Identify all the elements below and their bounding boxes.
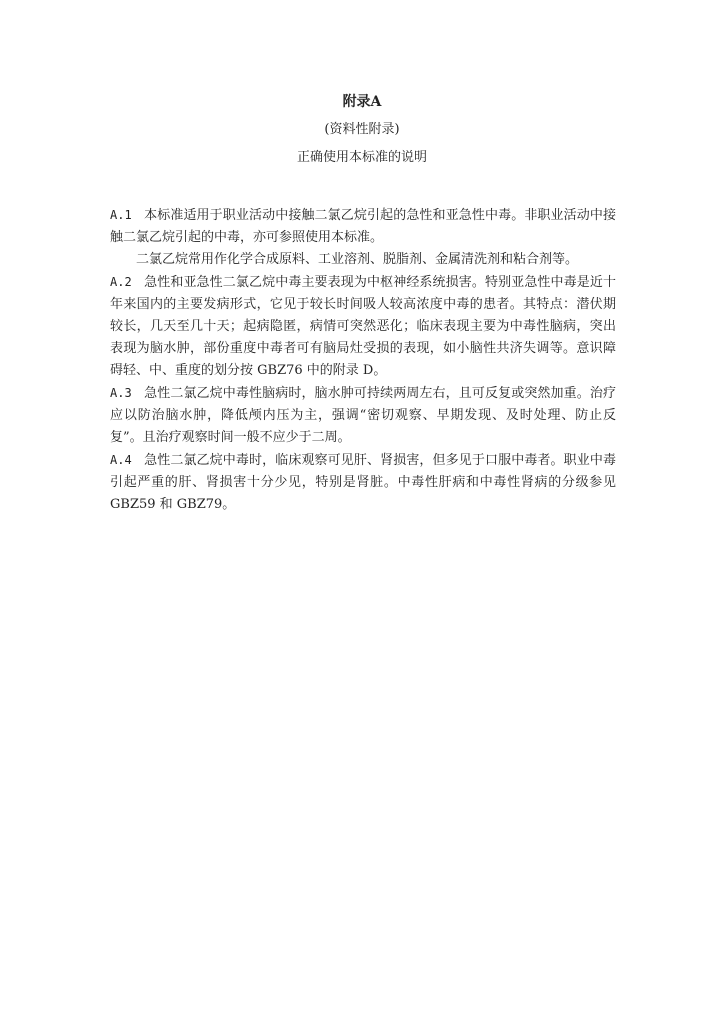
paragraph-text: 二氯乙烷常用作化学合成原料、工业溶剂、脱脂剂、金属清洗剂和粘合剂等。 [136, 252, 579, 267]
paragraph-a4 [110, 449, 616, 516]
paragraph-text: 急性和亚急性二氯乙烷中毒主要表现为中枢神经系统损害。特别亚急性中毒是近十年来国内的主要发病形式，它见于较长时间吸人较高浓度中毒的患者。其特点：潜伏期较长，几天至几十天；起病隐匿，病情可突然恶化；临床表现主要为中毒性脑病，突出表现为脑水肿，部份重度中毒者可有脑局灶受损的表现，如小脑性共济失调等。意识障碍轻、中、重度的划分按 GBZ76 中的附录 D。 [110, 275, 616, 378]
paragraph-number: A.4 [110, 453, 132, 467]
paragraph-a1 [110, 204, 616, 249]
paragraph-a3 [110, 382, 616, 449]
paragraph-a1-note [110, 249, 616, 271]
paragraph-text: 急性二氯乙烷中毒性脑病时，脑水肿可持续两周左右，且可反复或突然加重。治疗应以防治脑水肿，降低颅内压为主，强调“密切观察、早期发现、及时处理、防止反复”。且治疗观察时间一般不应少于二周。 [110, 386, 616, 445]
paragraph-number: A.3 [110, 386, 132, 400]
paragraph-text: 急性二氯乙烷中毒时，临床观察可见肝、肾损害，但多见于口服中毒者。职业中毒引起严重的肝、肾损害十分少见，特别是肾脏。中毒性肝病和中毒性肾病的分级参见 GBZ59 和 GBZ79。 [110, 453, 616, 512]
section-heading: 正确使用本标准的说明 [296, 150, 427, 165]
appendix-title: 附录A [342, 94, 382, 110]
paragraph-number: A.2 [110, 275, 132, 289]
document-body [110, 204, 616, 516]
appendix-subtitle: (资料性附录) [324, 122, 400, 137]
paragraph-text: 本标准适用于职业活动中接触二氯乙烷引起的急性和亚急性中毒。非职业活动中接触二氯乙烷引起的中毒，亦可参照使用本标准。 [110, 208, 616, 245]
paragraph-a2 [110, 271, 616, 382]
paragraph-number: A.1 [110, 208, 132, 222]
